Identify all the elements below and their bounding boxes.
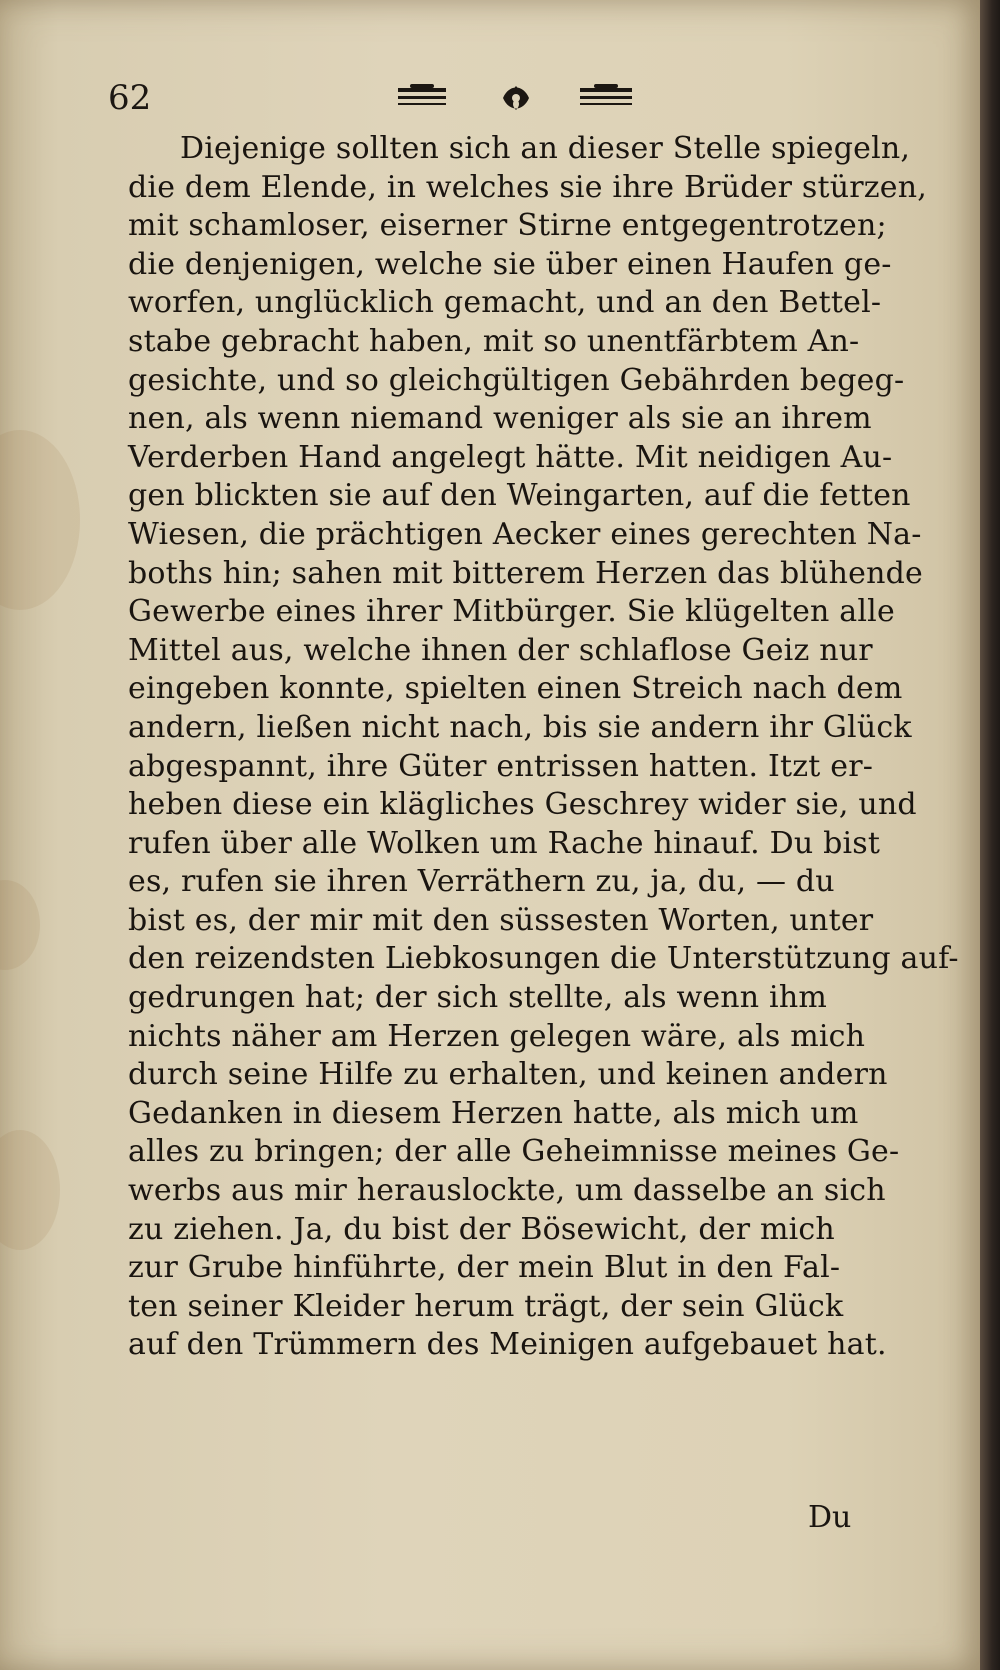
paper-stain — [0, 880, 40, 970]
book-binding-edge — [980, 0, 1000, 1670]
page-number: 62 — [108, 78, 152, 118]
text-line: rufen über alle Wolken um Rache hinauf. Du bist — [128, 825, 881, 861]
paper-stain — [0, 1130, 60, 1250]
text-line: abgespannt, ihre Güter entrissen hatten. Itzt er- — [128, 748, 874, 784]
body-text — [128, 130, 959, 1365]
text-line: zu ziehen. Ja, du bist der Bösewicht, der mich — [128, 1211, 835, 1247]
text-line: gesichte, und so gleichgültigen Gebährden begeg- — [128, 362, 905, 398]
text-line: die dem Elende, in welches sie ihre Brüder stürzen, — [128, 169, 928, 205]
text-line: heben diese ein klägliches Geschrey wider sie, und — [128, 787, 917, 823]
text-line: eingeben konnte, spielten einen Streich nach dem — [128, 671, 903, 707]
text-line: andern, ließen nicht nach, bis sie andern ihr Glück — [128, 709, 912, 745]
text-line: gen blickten sie auf den Weingarten, auf die fetten — [128, 478, 911, 514]
text-line: Gewerbe eines ihrer Mitbürger. Sie klügelten alle — [128, 594, 895, 630]
text-line: worfen, unglücklich gemacht, und an den Bettel- — [128, 285, 882, 321]
text-line: die denjenigen, welche sie über einen Haufen ge- — [128, 246, 892, 282]
text-line: nichts näher am Herzen gelegen wäre, als mich — [128, 1018, 866, 1054]
catchword: Du — [808, 1500, 852, 1535]
text-line: boths hin; sahen mit bitterem Herzen das blühende — [128, 555, 924, 591]
text-line: gedrungen hat; der sich stellte, als wenn ihm — [128, 980, 828, 1016]
text-line: den reizendsten Liebkosungen die Unterstützung auf- — [128, 941, 959, 977]
header-ornament-icon — [388, 82, 688, 114]
text-line: nen, als wenn niemand weniger als sie an ihrem — [128, 401, 872, 437]
text-line: Mittel aus, welche ihnen der schlaflose Geiz nur — [128, 632, 873, 668]
text-line: auf den Trümmern des Meinigen aufgebauet hat. — [128, 1327, 887, 1363]
paper-stain — [0, 430, 80, 610]
text-line: mit schamloser, eiserner Stirne entgegentrotzen; — [128, 208, 887, 244]
text-line: Diejenige sollten sich an dieser Stelle spiegeln, — [180, 131, 911, 166]
text-line: bist es, der mir mit den süssesten Worten, unter — [128, 902, 874, 938]
text-line: alles zu bringen; der alle Geheimnisse meines Ge- — [128, 1134, 900, 1170]
text-line: Gedanken in diesem Herzen hatte, als mich um — [128, 1095, 859, 1131]
text-line: zur Grube hinführte, der mein Blut in den Fal- — [128, 1250, 841, 1286]
text-line: ten seiner Kleider herum trägt, der sein Glück — [128, 1288, 844, 1324]
text-line: Wiesen, die prächtigen Aecker eines gerechten Na- — [128, 516, 922, 552]
text-line: werbs aus mir herauslockte, um dasselbe an sich — [128, 1173, 886, 1209]
text-line: stabe gebracht haben, mit so unentfärbtem An- — [128, 323, 860, 359]
text-line: es, rufen sie ihren Verräthern zu, ja, du, — du — [128, 864, 835, 900]
text-line: durch seine Hilfe zu erhalten, und keinen andern — [128, 1057, 888, 1093]
text-line: Verderben Hand angelegt hätte. Mit neidigen Au- — [128, 439, 893, 475]
page-header — [108, 68, 868, 118]
